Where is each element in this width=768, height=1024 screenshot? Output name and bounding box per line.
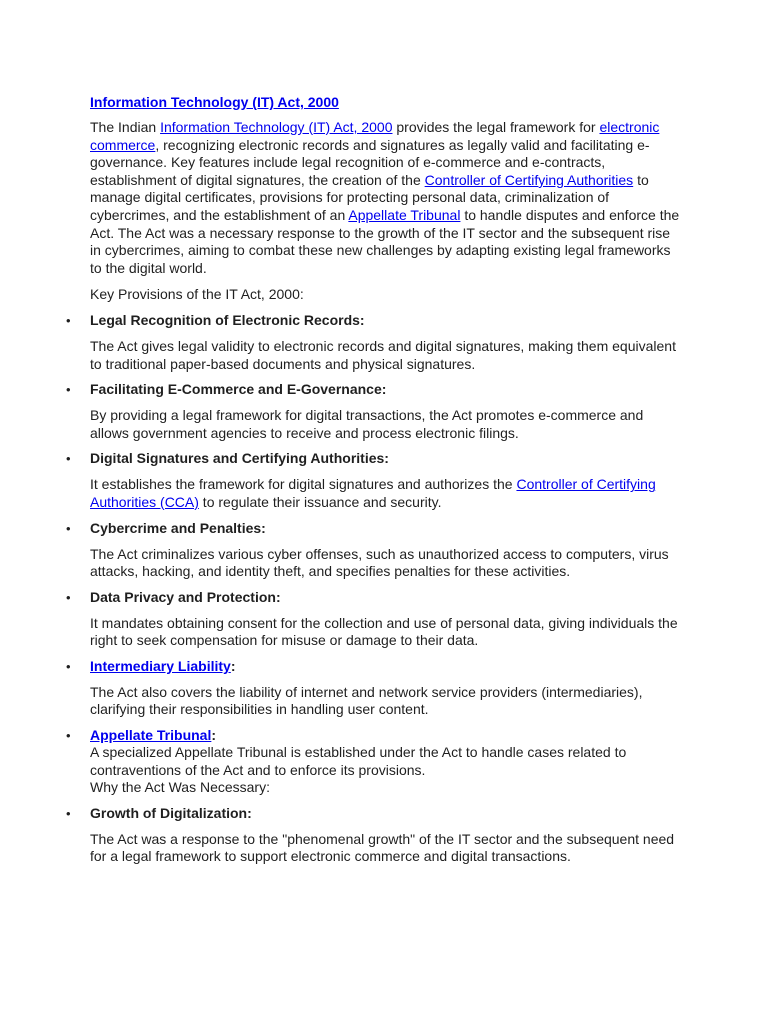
intro-text-2: provides the legal framework for — [392, 119, 600, 135]
item-heading: Cybercrime and Penalties: — [90, 519, 266, 536]
item-heading — [90, 658, 680, 675]
bullet-icon: • — [66, 312, 71, 328]
item-body: The Act was a response to the "phenomenal growth" of the IT sector and the subsequent need for a legal framework to support electronic commerce and digital transactions. — [90, 830, 675, 865]
item-body-text: to regulate their issuance and security. — [198, 493, 442, 510]
item-heading: Facilitating E-Commerce and E-Governance: — [90, 381, 387, 398]
bullet-icon: • — [66, 451, 71, 467]
why-necessary-heading: Why the Act Was Necessary: — [90, 779, 270, 796]
heading-colon: : — [230, 657, 236, 674]
intro-text-1: The Indian — [90, 119, 161, 135]
list-item-appellate-tribunal — [66, 727, 680, 797]
list-item-legal-recognition — [66, 311, 680, 373]
item-heading: Digital Signatures and Certifying Authorities: — [90, 450, 389, 467]
intro-paragraph — [90, 119, 680, 277]
bullet-icon: • — [66, 805, 71, 821]
item-body: By providing a legal framework for digital transactions, the Act promotes e-commerce and allows government agencies to receive and process electronic filings. — [90, 407, 644, 441]
item-body: It mandates obtaining consent for the collection and use of personal data, giving individuals the right to seek compensation for misuse or damage to their data. — [90, 614, 678, 649]
heading-colon: : — [211, 727, 217, 744]
list-item-ecommerce — [66, 381, 680, 442]
link-intermediary-liability[interactable]: Intermediary Liability — [90, 657, 231, 674]
bullet-icon: • — [66, 589, 71, 605]
item-heading: Growth of Digitalization: — [90, 804, 252, 821]
bullet-icon: • — [66, 382, 71, 398]
link-appellate-tribunal-heading[interactable]: Appellate Tribunal — [90, 727, 212, 744]
list-item-digital-signatures — [66, 450, 680, 511]
intro-text-5: to handle disputes and enforce the Act. The Act was a necessary response to the growth of the IT sector and the subsequent rise in cybercrimes, aiming to combat these new challenges by adapting existing legal frameworks to the digital world. — [90, 206, 680, 276]
item-heading: Legal Recognition of Electronic Records: — [90, 311, 365, 328]
item-heading — [90, 727, 680, 744]
list-item-cybercrime — [66, 519, 680, 581]
link-controller-of-certifying-authorities[interactable]: Controller of Certifying Authorities — [424, 171, 634, 188]
link-it-act[interactable]: Information Technology (IT) Act, 2000 — [160, 119, 393, 135]
link-appellate-tribunal[interactable]: Appellate Tribunal — [348, 206, 461, 223]
item-body: The Act also covers the liability of internet and network service providers (intermediaries), clarifying their responsibilities in handling user content. — [90, 683, 643, 718]
key-provisions-lead: Key Provisions of the IT Act, 2000: — [90, 286, 304, 303]
list-item-intermediary-liability — [66, 657, 680, 719]
link-electronic-commerce[interactable]: electronic commerce — [90, 119, 660, 153]
list-item-data-privacy — [66, 588, 680, 650]
list-item-growth-digitalization — [66, 804, 680, 866]
intro-text-3: , recognizing electronic records and signatures as legally valid and facilitating e-governance. Key features include legal recognition of e-commerce and e-contracts, establishment of digital signatures, the creation of the — [90, 136, 650, 188]
provisions-list — [66, 311, 680, 866]
document-page — [66, 93, 680, 874]
bullet-icon: • — [66, 728, 71, 744]
bullet-icon: • — [66, 520, 71, 536]
intro-text-4: to manage digital certificates, provisions for protecting personal data, criminalization of cybercrimes, and the establishment of an — [90, 171, 649, 223]
item-body: The Act gives legal validity to electronic records and digital signatures, making them equivalent to traditional paper-based documents and physical signatures. — [90, 337, 676, 372]
item-body: The Act criminalizes various cyber offenses, such as unauthorized access to computers, virus attacks, hacking, and identity theft, and specifies penalties for these activities. — [90, 545, 669, 580]
item-body: A specialized Appellate Tribunal is established under the Act to handle cases related to contraventions of the Act and to enforce its provisions. — [90, 744, 627, 778]
item-body-text: It establishes the framework for digital signatures and authorizes the — [90, 476, 517, 493]
document-title[interactable]: Information Technology (IT) Act, 2000 — [90, 94, 339, 110]
item-heading: Data Privacy and Protection: — [90, 588, 281, 605]
link-controller-cca[interactable]: Controller of Certifying Authorities (CCA) — [90, 476, 656, 510]
item-body — [90, 476, 680, 511]
bullet-icon: • — [66, 658, 71, 674]
